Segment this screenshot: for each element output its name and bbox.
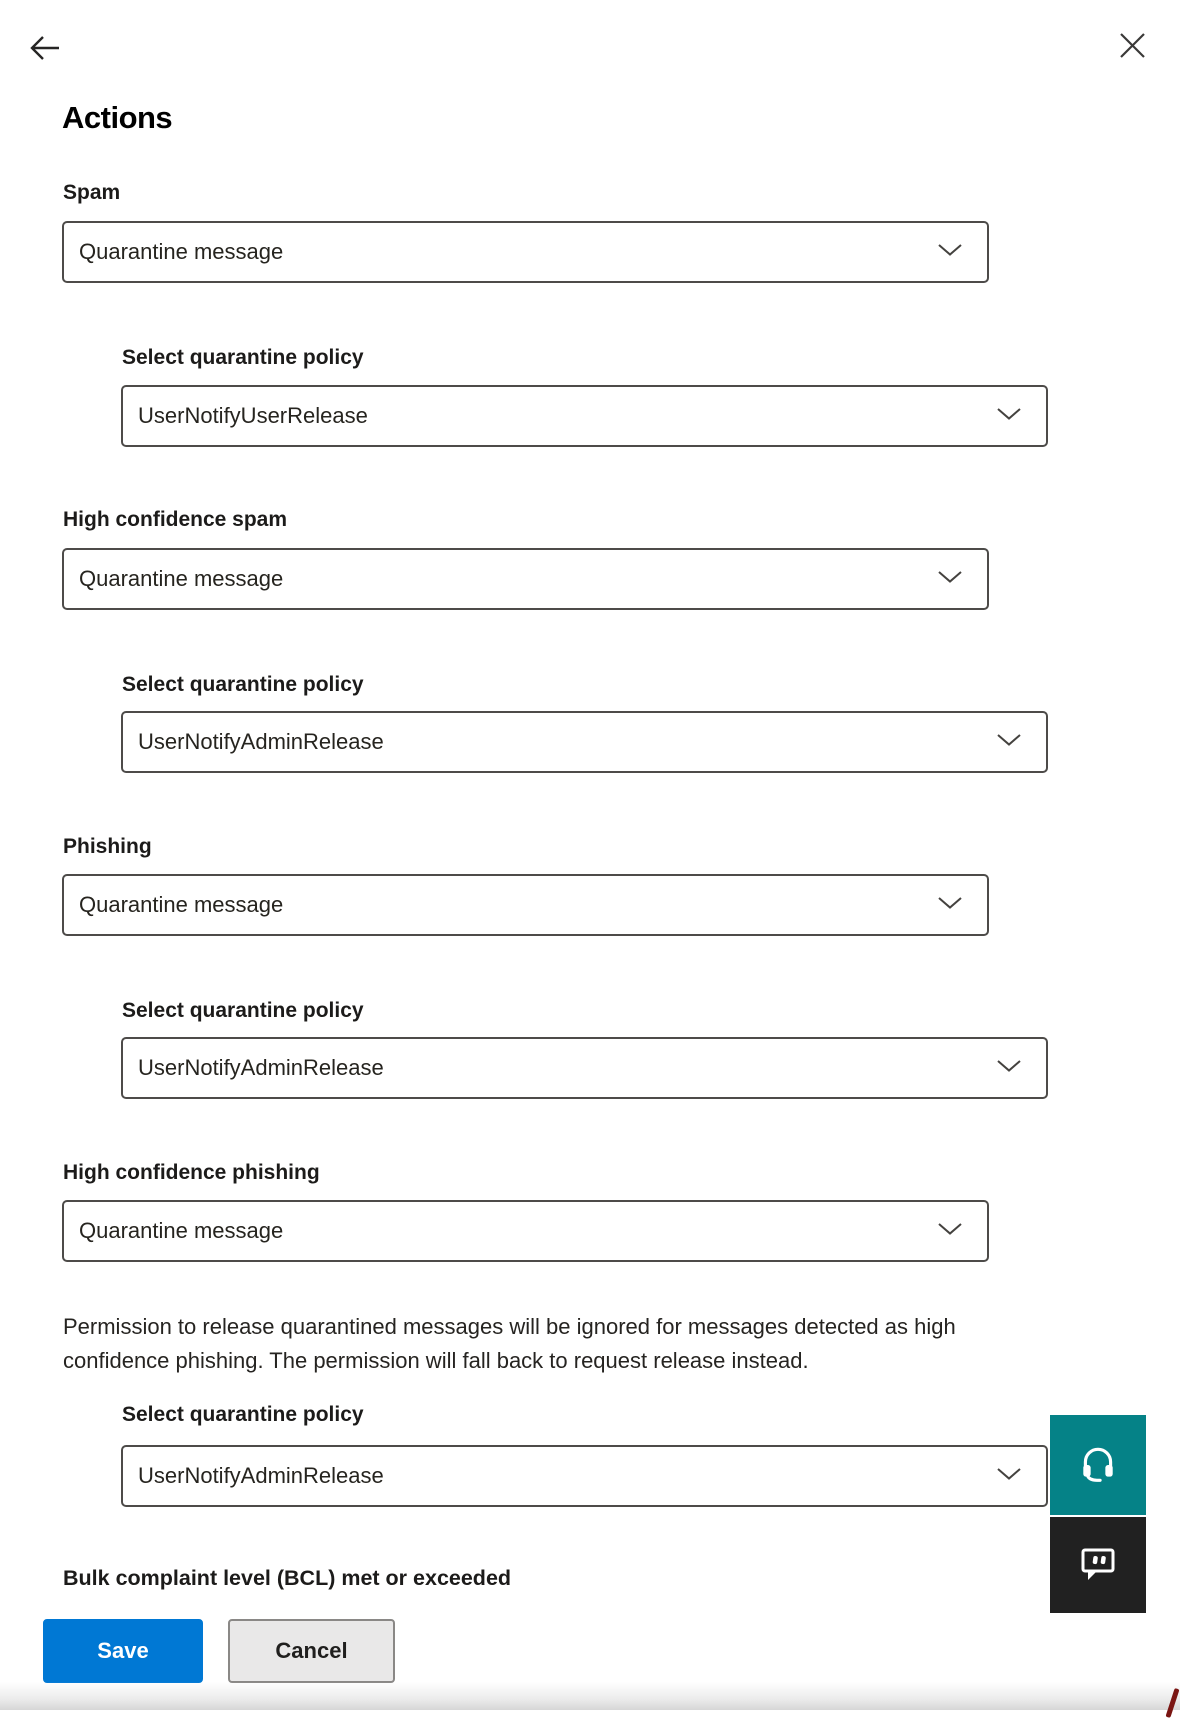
chevron-down-icon — [996, 1059, 1022, 1078]
panel-bottom-edge — [0, 1682, 1180, 1710]
spam-action-dropdown[interactable] — [62, 221, 989, 283]
chevron-down-icon — [937, 1222, 963, 1241]
chevron-down-icon — [937, 896, 963, 915]
red-cursor-artifact — [1165, 1688, 1179, 1718]
page-title: Actions — [62, 100, 173, 135]
chevron-down-icon — [996, 733, 1022, 752]
quarantine-policy-label-phishing: Select quarantine policy — [122, 999, 364, 1022]
high-confidence-spam-action-value: Quarantine message — [79, 566, 284, 591]
chevron-down-icon — [937, 570, 963, 589]
high-confidence-spam-quarantine-policy-value: UserNotifyAdminRelease — [138, 729, 384, 754]
high-confidence-phishing-action-dropdown[interactable] — [62, 1200, 989, 1262]
back-arrow-icon — [27, 30, 63, 69]
close-icon — [1119, 32, 1146, 62]
high-confidence-spam-quarantine-policy-dropdown[interactable] — [121, 711, 1048, 773]
section-label-phishing: Phishing — [63, 835, 152, 858]
phishing-quarantine-policy-value: UserNotifyAdminRelease — [138, 1055, 384, 1080]
high-confidence-phishing-action-value: Quarantine message — [79, 1218, 284, 1243]
feedback-button[interactable] — [1050, 1517, 1146, 1613]
chevron-down-icon — [996, 407, 1022, 426]
section-label-high-confidence-spam: High confidence spam — [63, 508, 288, 531]
high-confidence-phishing-quarantine-policy-dropdown[interactable] — [121, 1445, 1048, 1507]
phishing-action-value: Quarantine message — [79, 892, 284, 917]
section-label-bulk-complaint-level: Bulk complaint level (BCL) met or exceeded — [63, 1566, 512, 1590]
help-button[interactable] — [1050, 1415, 1146, 1515]
phishing-quarantine-policy-dropdown[interactable] — [121, 1037, 1048, 1099]
section-label-spam: Spam — [63, 181, 121, 204]
quarantine-policy-label-high-confidence-phishing: Select quarantine policy — [122, 1403, 364, 1426]
section-label-high-confidence-phishing: High confidence phishing — [63, 1161, 320, 1184]
spam-quarantine-policy-dropdown[interactable] — [121, 385, 1048, 447]
chevron-down-icon — [937, 243, 963, 262]
high-confidence-phishing-quarantine-policy-value: UserNotifyAdminRelease — [138, 1463, 384, 1488]
phishing-action-dropdown[interactable] — [62, 874, 989, 936]
save-button[interactable]: Save — [43, 1619, 203, 1683]
high-confidence-spam-action-dropdown[interactable] — [62, 548, 989, 610]
high-confidence-phishing-note: Permission to release quarantined messages will be ignored for messages detected as high confidence phishing. The permission will fall back to request release instead. — [63, 1314, 956, 1373]
feedback-chat-icon — [1077, 1545, 1119, 1586]
back-button[interactable] — [24, 28, 66, 70]
headset-icon — [1077, 1443, 1119, 1488]
spam-quarantine-policy-value: UserNotifyUserRelease — [138, 403, 368, 428]
chevron-down-icon — [996, 1467, 1022, 1486]
spam-action-value: Quarantine message — [79, 239, 284, 264]
cancel-button[interactable]: Cancel — [228, 1619, 395, 1683]
quarantine-policy-label-spam: Select quarantine policy — [122, 346, 364, 369]
quarantine-policy-label-high-confidence-spam: Select quarantine policy — [122, 673, 364, 696]
close-button[interactable] — [1112, 27, 1152, 67]
